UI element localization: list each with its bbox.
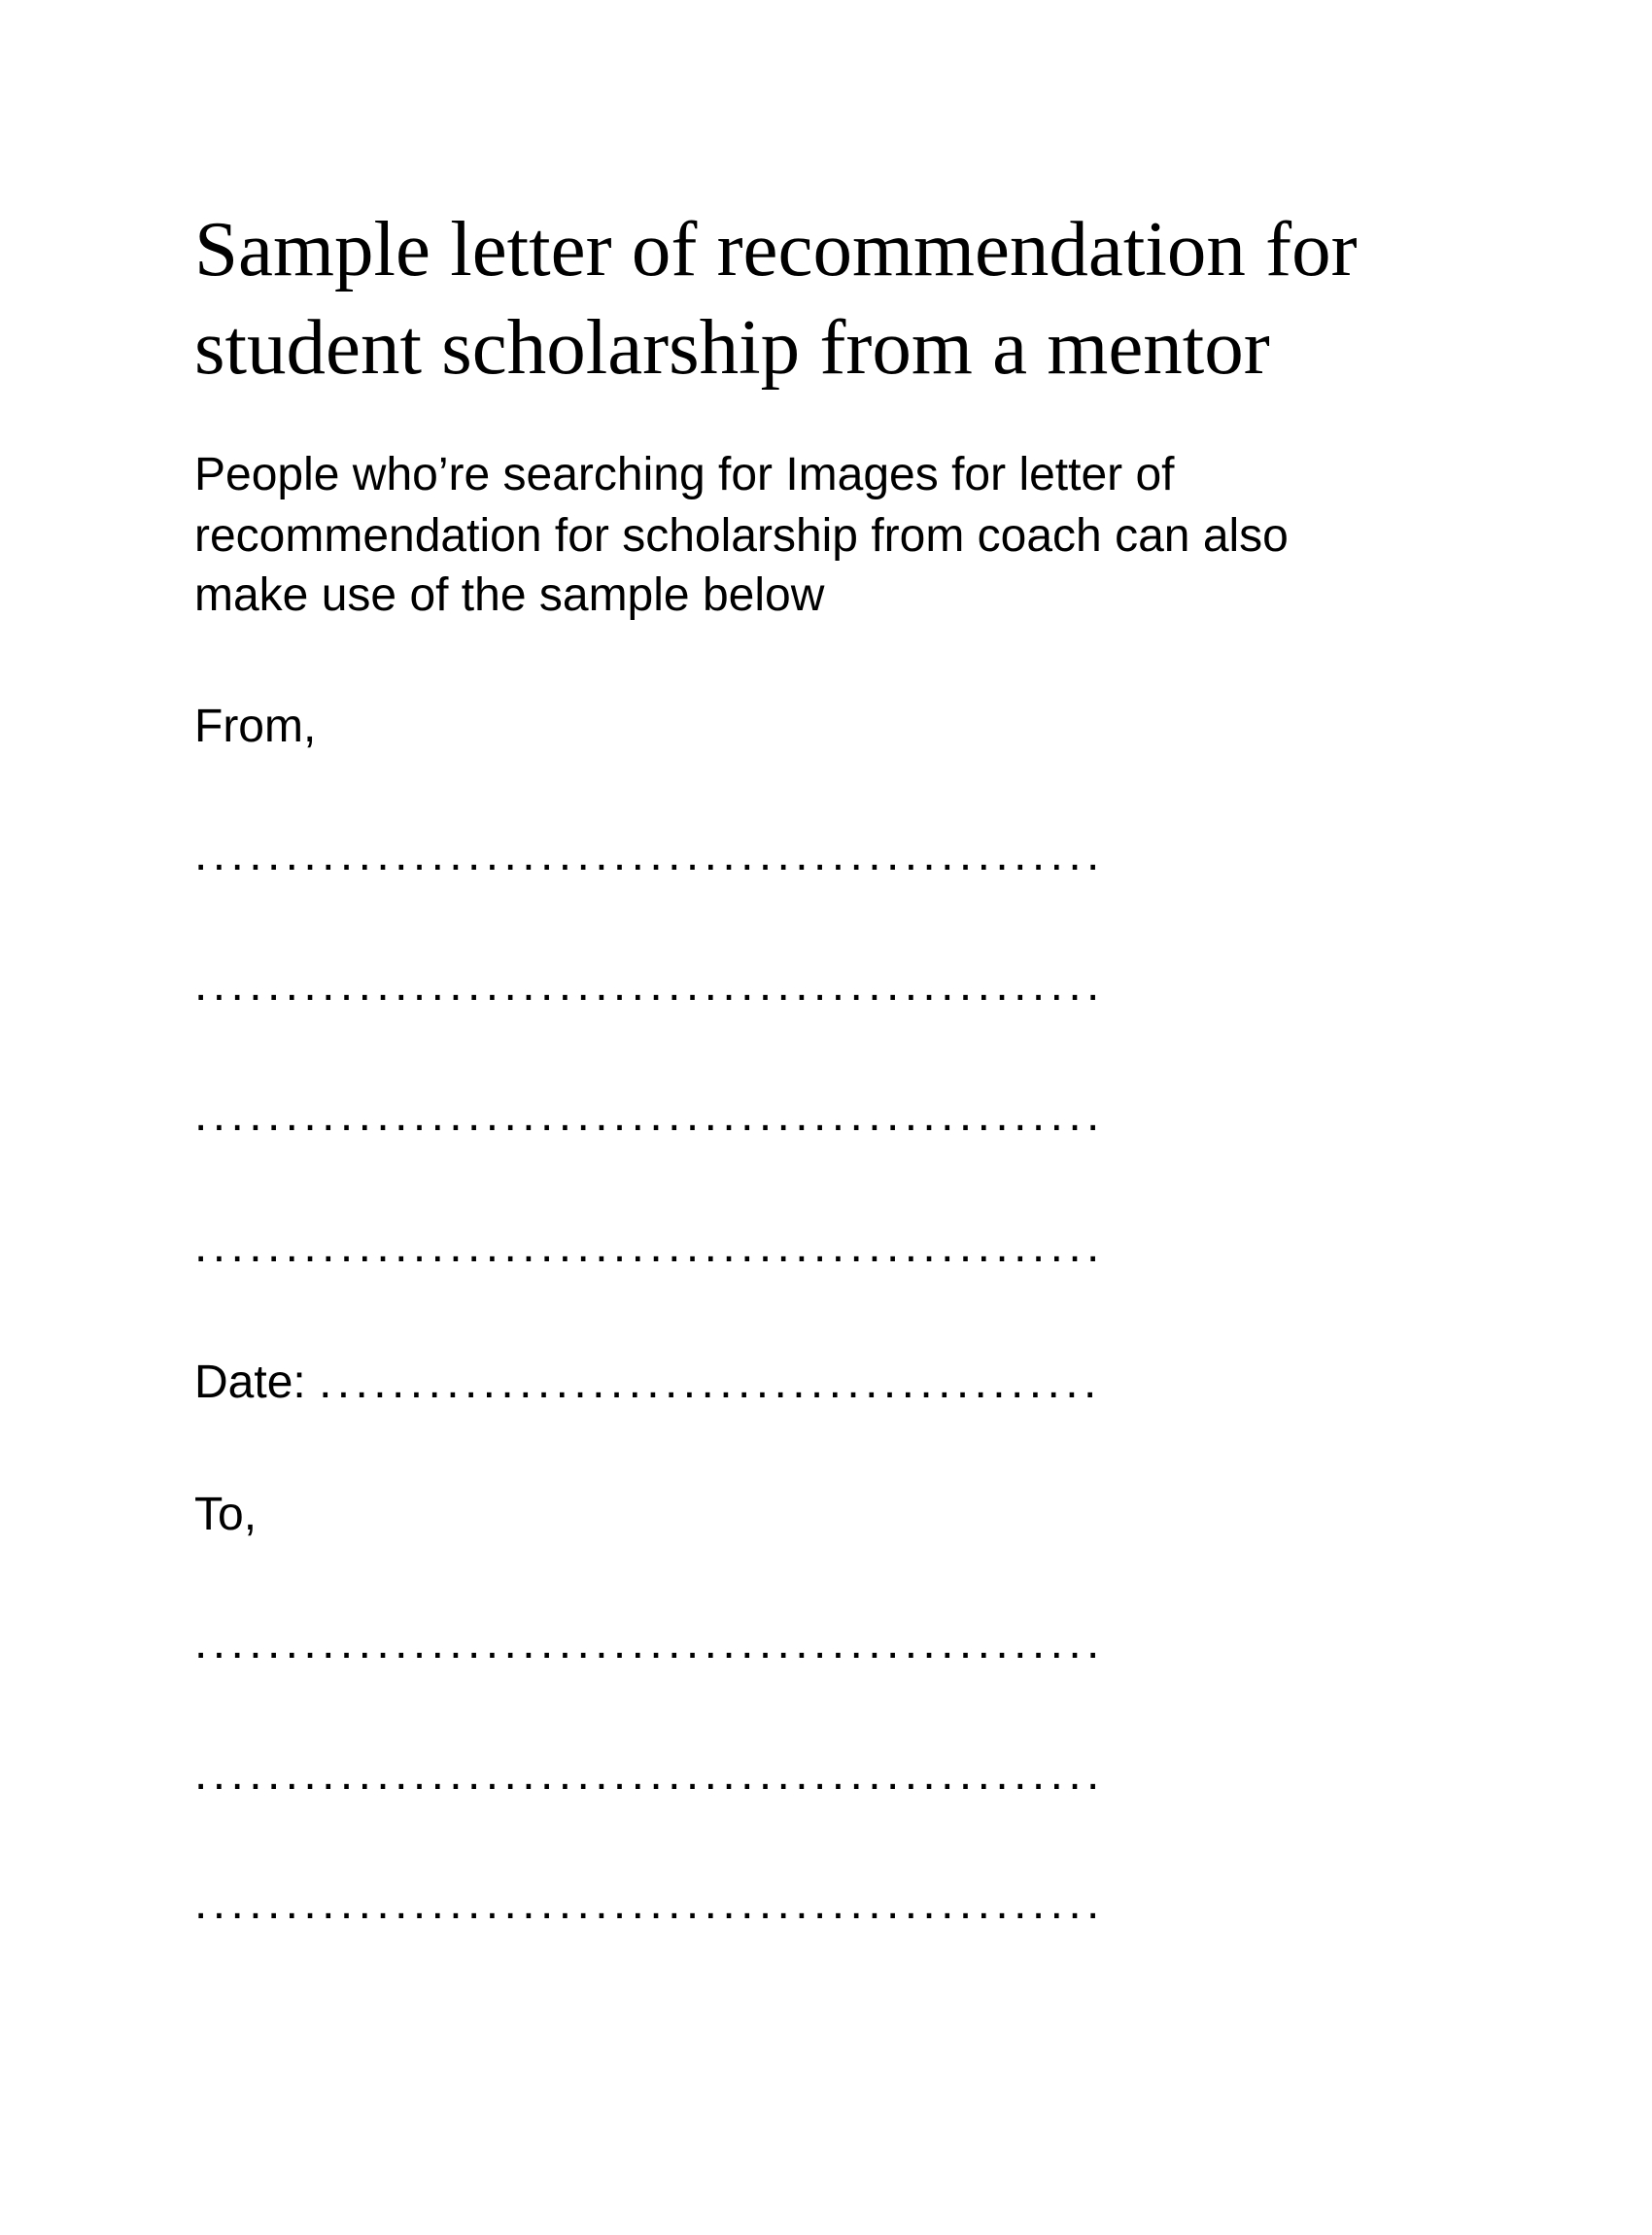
date-blank: ...........................................	[319, 1357, 1102, 1408]
from-label: From,	[194, 701, 317, 752]
intro-line-2: recommendation for scholarship from coach can also	[194, 510, 1289, 562]
title-line-2: student scholarship from a mentor	[194, 303, 1270, 391]
date-label: Date:	[194, 1357, 320, 1408]
to-blank-line-2: ..................................................	[194, 1748, 1105, 1800]
from-blank-line-2: ..................................................	[194, 959, 1105, 1011]
date-row	[194, 1359, 1102, 1406]
intro-line-3: make use of the sample below	[194, 569, 825, 621]
to-label: To,	[194, 1489, 258, 1540]
to-blank-line-1: ..................................................	[194, 1617, 1105, 1668]
intro-line-1: People who’re searching for Images for letter of	[194, 449, 1175, 500]
from-blank-line-3: ..................................................	[194, 1089, 1105, 1141]
from-blank-line-4: ..................................................	[194, 1221, 1105, 1272]
from-blank-line-1: ..................................................	[194, 829, 1105, 880]
to-blank-line-3: ..................................................	[194, 1877, 1105, 1929]
title-line-1: Sample letter of recommendation for	[194, 205, 1358, 292]
